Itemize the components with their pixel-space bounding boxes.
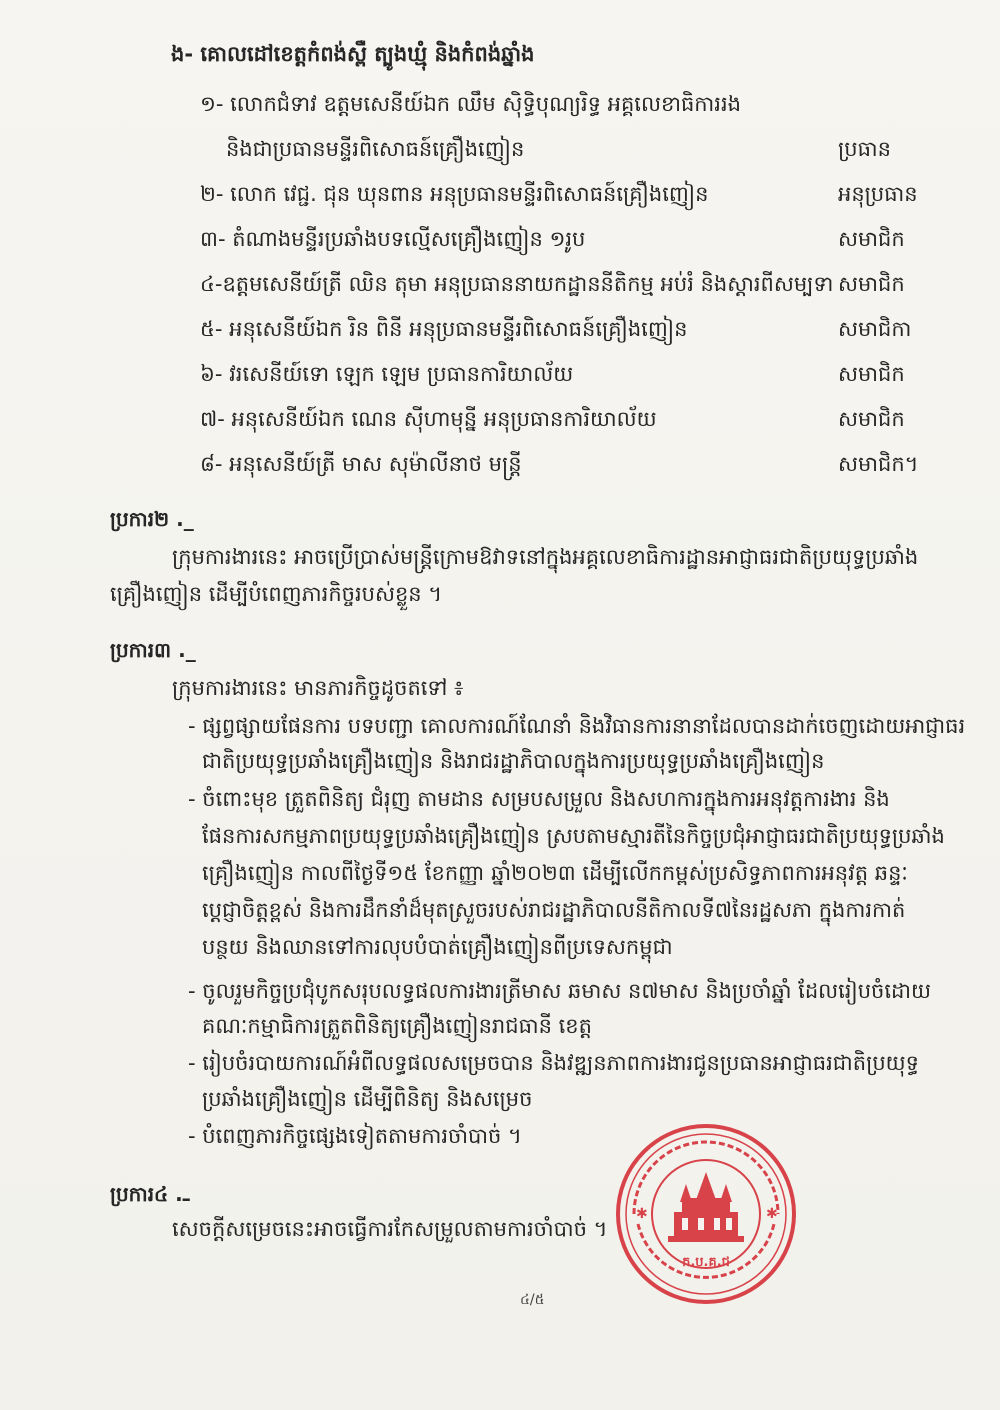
article-4-text: សេចក្តីសម្រេចនេះអាចធ្វើការកែសម្រួលតាមការចាំបាច់ ។ xyxy=(172,1217,608,1241)
member-1-role: ប្រធាន xyxy=(838,137,891,161)
section-heading: ង- គោលដៅខេត្តកំពង់ស្ពឺ ត្បូងឃ្មុំ និងកំពង់ឆ្នាំង xyxy=(171,42,535,66)
article-2-heading: ប្រការ២ ._ xyxy=(110,507,194,531)
article-3-bullet-4-line1: - រៀបចំរបាយការណ៍អំពីលទ្ធផលសម្រេចបាន និងវឌ្ឍនភាពការងារជូនប្រធានអាជ្ញាធរជាតិប្រយុទ្ធ xyxy=(188,1051,920,1075)
article-3-bullet-2-line2: ផែនការសកម្មភាពប្រយុទ្ធប្រឆាំងគ្រឿងញៀន ស្របតាមស្មារតីនៃកិច្ចប្រជុំអាជ្ញាធរជាតិប្រយុទ្ធប្រឆាំង xyxy=(202,824,945,848)
page-number: ៤/៥ xyxy=(520,1292,545,1308)
article-3-bullet-5: - បំពេញភារកិច្ចផ្សេងទៀតតាមការចាំបាច់ ។ xyxy=(188,1124,522,1148)
article-3-bullet-2-line5: បន្ថយ និងឈានទៅការលុបបំបាត់គ្រឿងញៀនពីប្រទេសកម្ពុជា xyxy=(202,935,673,959)
article-3-bullet-3-line1: - ចូលរួមកិច្ចប្រជុំបូកសរុបលទ្ធផលការងារត្រីមាស ឆមាស ន៧មាស និងប្រចាំឆ្នាំ ដែលរៀបចំដោយ xyxy=(188,979,932,1003)
article-4-heading: ប្រការ៤ .ـ xyxy=(110,1182,190,1206)
member-1-line1: ១- លោកជំទាវ ឧត្តមសេនីយ៍ឯក ឈឹម ស៊ិទ្ធិបុណ្យរិទ្ធ អគ្គលេខាធិការរង xyxy=(200,92,741,116)
article-2-line1: ក្រុមការងារនេះ អាចប្រើប្រាស់មន្ត្រីក្រោមឱវាទនៅក្នុងអគ្គលេខាធិការដ្ឋានអាជ្ញាធរជាតិប្រយុទ្ធប្រឆាំង xyxy=(172,545,919,569)
article-2-line2: គ្រឿងញៀន ដើម្បីបំពេញភារកិច្ចរបស់ខ្លួន ។ xyxy=(110,582,443,606)
member-3-name: ៣- តំណាងមន្ទីរប្រឆាំងបទល្មើសគ្រឿងញៀន ១រូប xyxy=(200,227,586,251)
article-3-bullet-3-line2: គណៈកម្មាធិការត្រួតពិនិត្យគ្រឿងញៀនរាជធានី ខេត្ត xyxy=(202,1014,592,1038)
article-3-heading: ប្រការ៣ ._ xyxy=(110,638,196,662)
svg-text:✱: ✱ xyxy=(636,1206,648,1222)
member-5-name: ៥- អនុសេនីយ៍ឯក រិន ពិនី អនុប្រធានមន្ទីរពិសោធន៍គ្រឿងញៀន xyxy=(200,317,688,341)
member-2-name: ២- លោក វេជ្ជ. ជុន ឃុនពាន អនុប្រធានមន្ទីរពិសោធន៍គ្រឿងញៀន xyxy=(200,182,709,206)
article-3-bullet-1-line1: - ផ្សព្វផ្សាយផែនការ បទបញ្ជា គោលការណ៍ណែនាំ និងវិធានការនានាដែលបានដាក់ចេញដោយអាជ្ញាធរ xyxy=(188,714,966,738)
member-4-role: សមាជិក xyxy=(838,272,905,296)
member-1-line2: និងជាប្រធានមន្ទីរពិសោធន៍គ្រឿងញៀន xyxy=(226,137,525,161)
article-3-bullet-2-line4: ប្តេជ្ញាចិត្តខ្ពស់ និងការដឹកនាំដ៏មុតស្រួចរបស់រាជរដ្ឋាភិបាលនីតិកាលទី៧នៃរដ្ឋសភា ក្នុងការកាត់ xyxy=(202,898,906,922)
member-2-role: អនុប្រធាន xyxy=(838,182,918,206)
member-5-role: សមាជិកា xyxy=(838,317,912,341)
article-3-bullet-1-line2: ជាតិប្រយុទ្ធប្រឆាំងគ្រឿងញៀន និងរាជរដ្ឋាភិបាលក្នុងការប្រយុទ្ធប្រឆាំងគ្រឿងញៀន xyxy=(202,749,825,773)
member-7-name: ៧- អនុសេនីយ៍ឯក ណេន ស៊ីហាមុន្នី អនុប្រធានការិយាល័យ xyxy=(200,407,657,431)
member-4-name: ៤-ឧត្តមសេនីយ៍ត្រី ឈិន តុមា អនុប្រធាននាយកដ្ឋាននីតិកម្ម អប់រំ និងស្តារពីសម្បទា xyxy=(200,272,834,296)
article-3-intro: ក្រុមការងារនេះ មានភារកិច្ចដូចតទៅ ៖ xyxy=(172,676,464,700)
article-3-bullet-2-line1: - ចំពោះមុខ ត្រួតពិនិត្យ ជំរុញ តាមដាន សម្របសម្រួល និងសហការក្នុងការអនុវត្តការងារ និង xyxy=(188,787,890,811)
member-7-role: សមាជិក xyxy=(838,407,905,431)
svg-text:✱: ✱ xyxy=(766,1206,778,1222)
member-6-name: ៦- វរសេនីយ៍ទោ ឡេក ឡេម ប្រធានការិយាល័យ xyxy=(200,362,574,386)
member-6-role: សមាជិក xyxy=(838,362,905,386)
article-3-bullet-4-line2: ប្រឆាំងគ្រឿងញៀន ដើម្បីពិនិត្យ និងសម្រេច xyxy=(202,1087,533,1111)
official-seal-stamp xyxy=(612,1120,800,1308)
svg-text:ក.ប.គ.ជ: ក.ប.គ.ជ xyxy=(682,1255,730,1270)
member-8-name: ៨- អនុសេនីយ៍ត្រី មាស សុម៉ាលីនាថ មន្ត្រី xyxy=(200,452,522,476)
article-3-bullet-2-line3: គ្រឿងញៀន កាលពីថ្ងៃទី១៥ ខែកញ្ញា ឆ្នាំ២០២៣ ដើម្បីលើកកម្ពស់ប្រសិទ្ធភាពការអនុវត្ត ឆន្ទៈ xyxy=(202,861,908,885)
member-8-role: សមាជិក។ xyxy=(838,452,919,476)
member-3-role: សមាជិក xyxy=(838,227,905,251)
